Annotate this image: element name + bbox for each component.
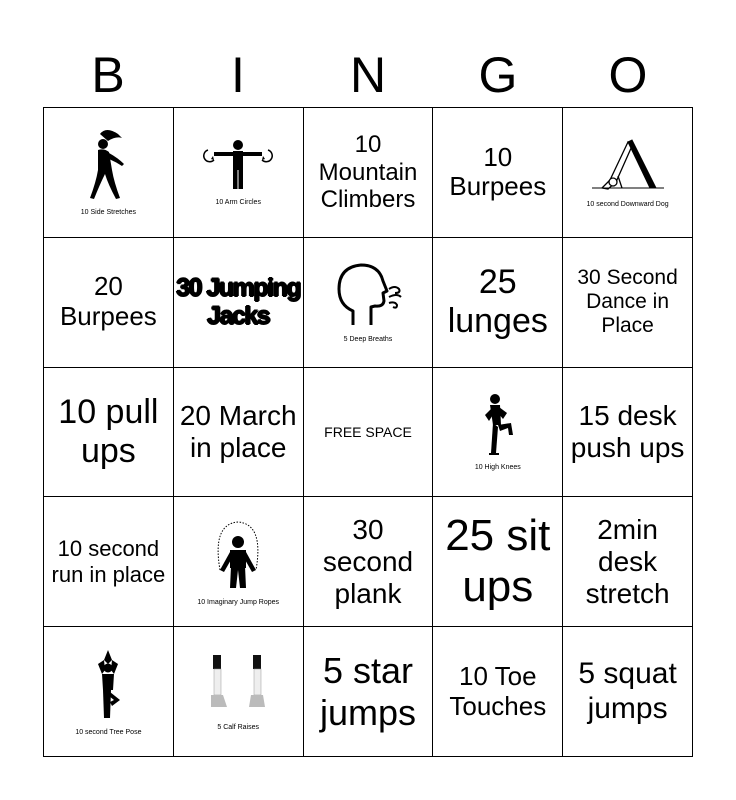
cell-text: 10 second run in place — [51, 536, 166, 587]
cell-text-styled: 30 Jumping Jacks — [176, 274, 301, 331]
bingo-cell[interactable] — [304, 627, 434, 757]
bingo-cell[interactable] — [304, 368, 434, 498]
header-letter-g: G — [478, 47, 518, 103]
bingo-cell[interactable] — [304, 497, 434, 627]
cell-text: 10 Burpees — [449, 141, 547, 202]
bingo-cell[interactable] — [304, 238, 434, 368]
bingo-cell[interactable] — [563, 238, 693, 368]
cell-text: 25 sit ups — [445, 511, 551, 611]
bingo-cell[interactable] — [44, 627, 174, 757]
cell-caption: 5 Deep Breaths — [343, 336, 393, 344]
downward-dog-icon — [588, 136, 668, 197]
free-space-label: FREE SPACE — [324, 423, 412, 440]
bingo-card — [43, 107, 693, 757]
cell-text: 10 Toe Touches — [449, 660, 547, 721]
cell-text: 10 Mountain Climbers — [318, 131, 418, 214]
cell-text: 2min desk stretch — [585, 513, 670, 609]
cell-text: 30 Second Dance in Place — [577, 265, 678, 338]
cell-text: 5 squat jumps — [578, 657, 677, 725]
bingo-cell[interactable] — [433, 627, 563, 757]
bingo-cell[interactable] — [433, 368, 563, 498]
cell-caption: 10 second Downward Dog — [586, 201, 669, 209]
cell-text: 20 Burpees — [59, 271, 157, 332]
high-knees-icon — [473, 393, 523, 460]
tree-pose-icon — [88, 648, 128, 725]
bingo-cell[interactable] — [563, 627, 693, 757]
bingo-cell[interactable] — [433, 108, 563, 238]
cell-caption: 10 High Knees — [474, 463, 521, 471]
deep-breath-icon — [331, 261, 405, 332]
cell-caption: 10 Arm Circles — [215, 199, 261, 207]
bingo-cell[interactable] — [44, 108, 174, 238]
cell-text: 25 lunges — [447, 263, 548, 341]
header-letter-b: B — [91, 47, 125, 103]
bingo-cell[interactable] — [174, 497, 304, 627]
cell-text: 20 March in place — [179, 399, 297, 463]
arm-circles-icon — [200, 138, 276, 195]
bingo-header — [43, 46, 693, 104]
bingo-cell[interactable] — [563, 497, 693, 627]
bingo-cell[interactable] — [174, 238, 304, 368]
cell-text: 5 star jumps — [319, 650, 416, 733]
bingo-cell[interactable] — [304, 108, 434, 238]
bingo-cell[interactable] — [174, 627, 304, 757]
cell-caption: 5 Calf Raises — [217, 723, 260, 731]
cell-caption: 10 Side Stretches — [80, 209, 137, 217]
bingo-cell[interactable] — [563, 108, 693, 238]
bingo-cell[interactable] — [44, 368, 174, 498]
bingo-cell[interactable] — [174, 108, 304, 238]
header-letter-n: N — [349, 47, 387, 103]
cell-text: 30 second plank — [322, 513, 414, 609]
cell-text: 10 pull ups — [58, 392, 159, 470]
bingo-cell[interactable] — [433, 238, 563, 368]
calf-raise-icon — [203, 653, 273, 720]
bingo-cell[interactable] — [44, 238, 174, 368]
bingo-cell[interactable] — [174, 368, 304, 498]
bingo-cell[interactable] — [563, 368, 693, 498]
cell-caption: 10 second Tree Pose — [75, 728, 142, 736]
header-letter-o: O — [608, 47, 648, 103]
cell-text: 15 desk push ups — [570, 399, 685, 463]
jump-rope-icon — [210, 518, 266, 595]
header-letter-i: I — [231, 47, 245, 103]
cell-caption: 10 Imaginary Jump Ropes — [197, 598, 280, 606]
bingo-cell[interactable] — [433, 497, 563, 627]
bingo-cell[interactable] — [44, 497, 174, 627]
side-stretch-icon — [78, 128, 138, 205]
